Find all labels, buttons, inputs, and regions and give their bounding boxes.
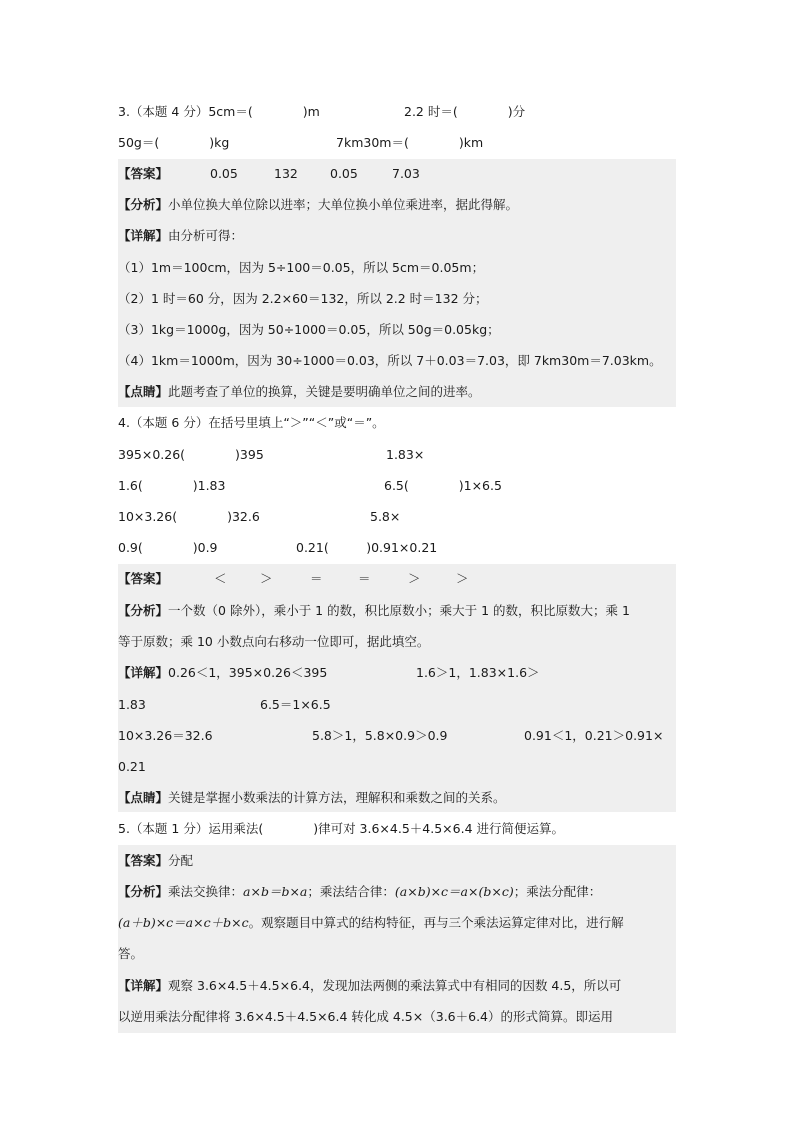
q5-analysis-1	[118, 878, 601, 906]
detail-tag: 【详解】	[118, 665, 169, 680]
analysis-text: 乘法交换律：	[168, 884, 244, 899]
q3-detail	[118, 222, 243, 250]
detail-text: 5.8＞1，5.8×0.9＞0.9	[312, 728, 448, 743]
q4-title: 4.（本题 6 分）在括号里填上“＞”“＜”或“＝”。	[118, 415, 385, 430]
detail-text: 1.6＞1，1.83×1.6＞	[416, 665, 540, 680]
analysis-tag: 【分析】	[118, 603, 169, 618]
q5-analysis-3: 答。	[118, 946, 144, 961]
detail-text: 10×3.26＝32.6	[118, 728, 213, 743]
answer-value: ＜	[214, 571, 227, 586]
q5-analysis-2	[118, 909, 624, 937]
analysis-tag: 【分析】	[118, 197, 169, 212]
answer-tag: 【答案】	[118, 571, 169, 586]
detail-tag: 【详解】	[118, 978, 169, 993]
q3-analysis	[118, 191, 518, 219]
answer-value: ＝	[310, 571, 323, 586]
answer-tag: 【答案】	[118, 166, 169, 181]
detail-text: 0.26＜1，395×0.26＜395	[168, 665, 328, 680]
detail-text: 观察 3.6×4.5＋4.5×6.4，发现加法两侧的乘法算式中有相同的因数 4.5，所以可	[168, 978, 622, 993]
q5-title: 5.（本题 1 分）运用乘法( )律可对 3.6×4.5＋4.5×6.4 进行简便运算。	[118, 821, 564, 836]
q4-item: 6.5( )1×6.5	[384, 478, 502, 493]
formula-associative: (a×b)×c＝a×(b×c)	[394, 884, 514, 899]
answer-tag: 【答案】	[118, 853, 169, 868]
answer-value: 132	[274, 166, 298, 181]
answer-value: ＞	[260, 571, 273, 586]
q4-detail-row-4: 0.21	[118, 759, 146, 774]
detail-intro: 由分析可得：	[168, 228, 244, 243]
detail-text: 6.5＝1×6.5	[260, 697, 331, 712]
q3-item-g-to-kg: 50g＝( )kg	[118, 135, 230, 150]
analysis-text: 。观察题目中算式的结构特征，再与三个乘法运算定律对比，进行解	[248, 915, 624, 930]
analysis-text: 小单位换大单位除以进率；大单位换小单位乘进率，据此得解。	[168, 197, 519, 212]
q5-detail-1	[118, 972, 621, 1000]
q4-comment	[118, 784, 506, 812]
q5-answer	[118, 847, 193, 875]
q3-detail-step-1: （1）1m＝100cm，因为 5÷100＝0.05，所以 5cm＝0.05m；	[118, 260, 485, 275]
answer-value: 7.03	[392, 166, 420, 181]
answer-value: ＞	[456, 571, 469, 586]
q4-item: 395×0.26( )395	[118, 447, 264, 462]
answer-value: ＝	[358, 571, 371, 586]
comment-text: 关键是掌握小数乘法的计算方法，理解积和乘数之间的关系。	[168, 790, 506, 805]
q3-detail-step-4: （4）1km＝1000m，因为 30÷1000＝0.03，所以 7＋0.03＝7.03，即 7km30m＝7.03km。	[118, 353, 662, 368]
q3-item-km-m-to-km: 7km30m＝( )km	[336, 135, 484, 150]
detail-text: 1.83	[118, 697, 146, 712]
analysis-text: ；乘法分配律：	[513, 884, 602, 899]
answer-value: 分配	[168, 853, 194, 868]
formula-distributive: (a＋b)×c＝a×c＋b×c	[118, 915, 249, 930]
comment-text: 此题考查了单位的换算，关键是要明确单位之间的进率。	[168, 384, 481, 399]
q3-detail-step-2: （2）1 时＝60 分，因为 2.2×60＝132，所以 2.2 时＝132 分；	[118, 291, 488, 306]
q4-item: 5.8×	[370, 509, 401, 524]
q3-item-hour-to-minute: 2.2 时＝( )分	[404, 104, 526, 119]
detail-tag: 【详解】	[118, 228, 169, 243]
q4-item: 1.83×	[386, 447, 425, 462]
formula-commutative: a×b＝b×a	[243, 884, 308, 899]
analysis-text: 一个数（0 除外），乘小于 1 的数，积比原数小；乘大于 1 的数，积比原数大；乘 1	[168, 603, 630, 618]
comment-tag: 【点睛】	[118, 790, 169, 805]
q3-comment	[118, 378, 481, 406]
comment-tag: 【点睛】	[118, 384, 169, 399]
q4-item: 0.9( )0.9	[118, 540, 218, 555]
analysis-tag: 【分析】	[118, 884, 169, 899]
q3-item-cm-to-m: 3.（本题 4 分）5cm＝( )m	[118, 104, 320, 119]
q4-item: 10×3.26( )32.6	[118, 509, 260, 524]
answer-value: 0.05	[330, 166, 358, 181]
analysis-text: ；乘法结合律：	[307, 884, 395, 899]
q4-item: 1.6( )1.83	[118, 478, 226, 493]
q4-analysis-2: 等于原数；乘 10 小数点向右移动一位即可，据此填空。	[118, 634, 430, 649]
answer-value: 0.05	[210, 166, 238, 181]
q4-item: 0.21( )0.91×0.21	[296, 540, 438, 555]
q5-detail-2: 以逆用乘法分配律将 3.6×4.5＋4.5×6.4 转化成 4.5×（3.6＋6.4）的形式简算。即运用	[118, 1009, 613, 1024]
answer-value: ＞	[408, 571, 421, 586]
q4-analysis-1	[118, 597, 630, 625]
detail-text: 0.91＜1，0.21＞0.91×	[524, 728, 664, 743]
q3-detail-step-3: （3）1kg＝1000g，因为 50÷1000＝0.05，所以 50g＝0.05kg；	[118, 322, 500, 337]
